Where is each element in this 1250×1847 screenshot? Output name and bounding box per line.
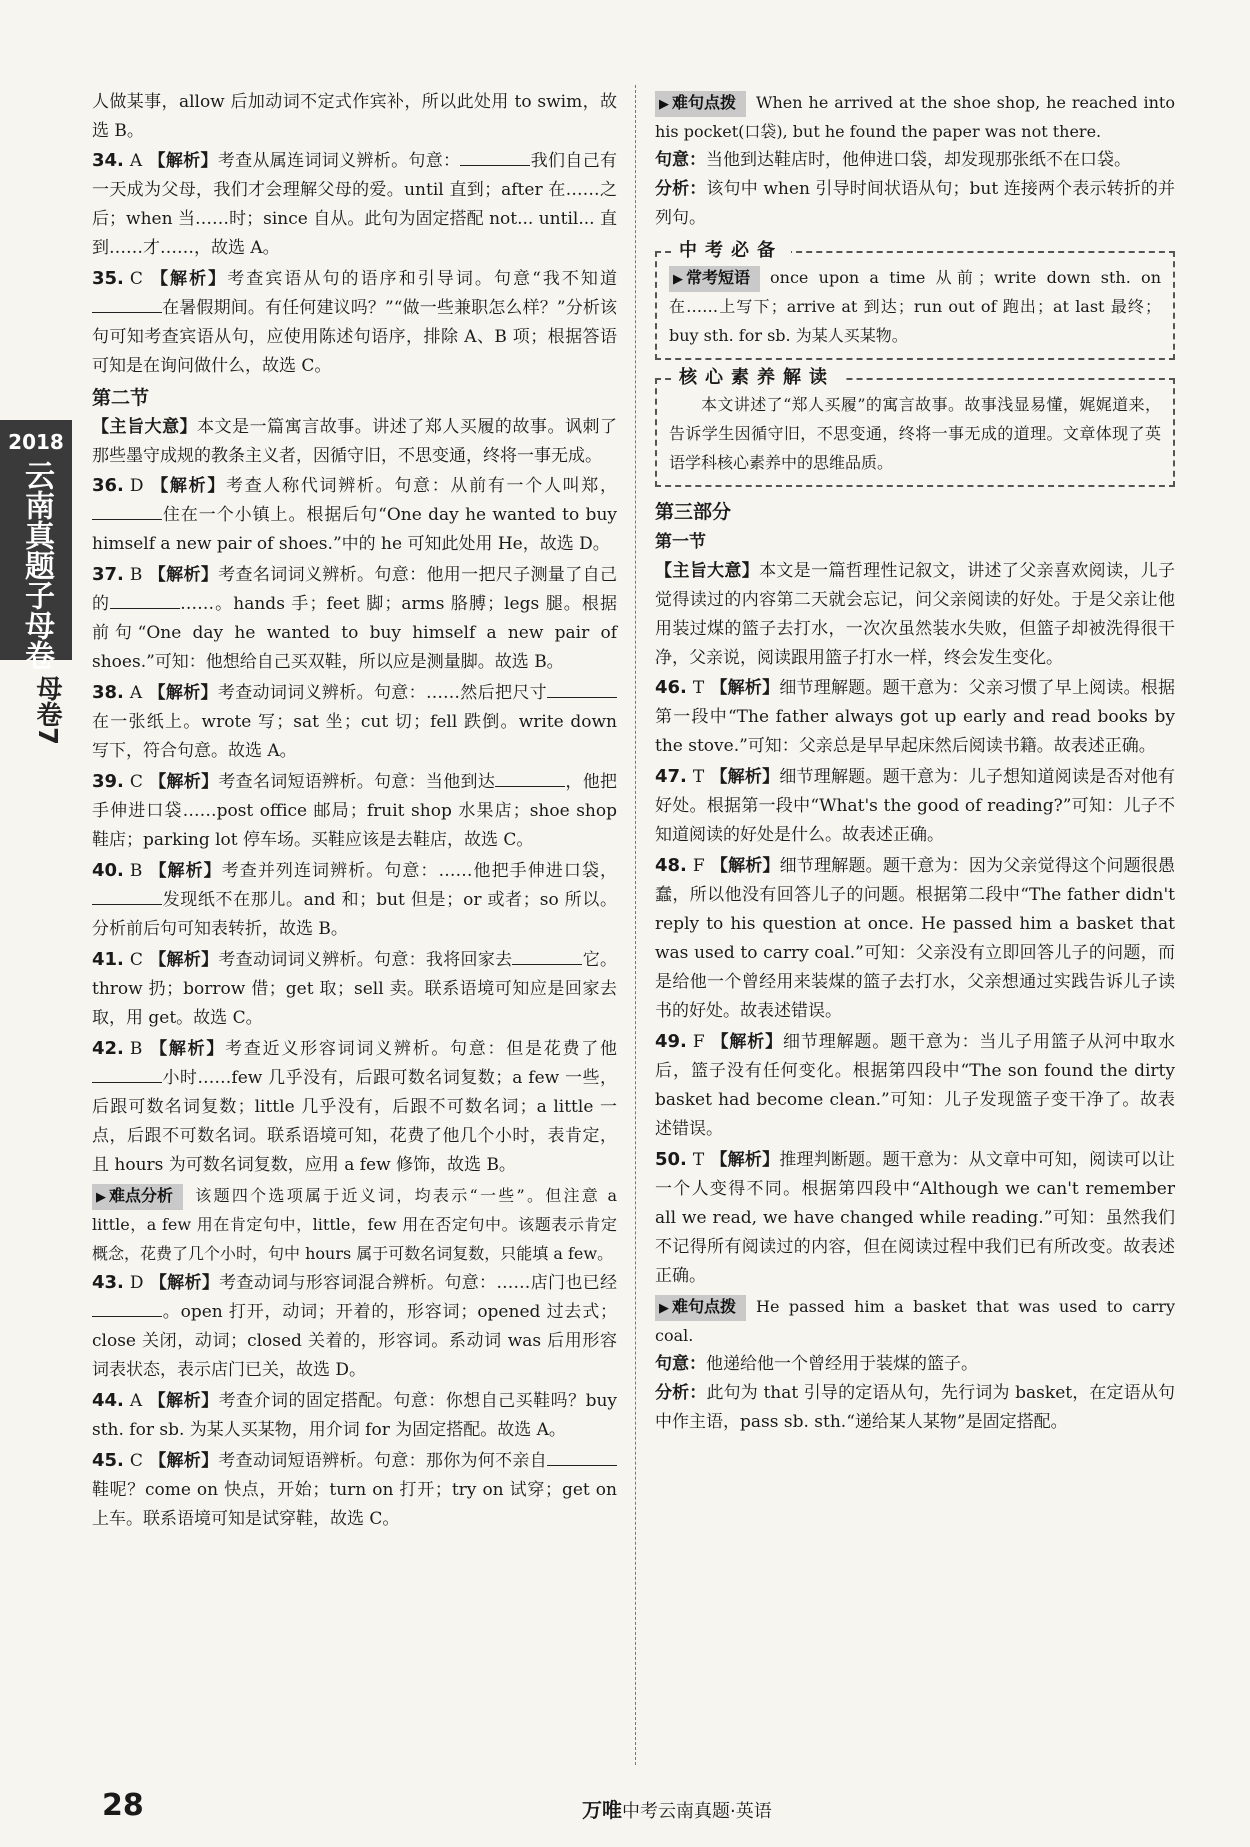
analysis-text: 考查人称代词辨析。句意：从前有一个人叫郑， <box>226 476 618 496</box>
page-number: 28 <box>102 1788 144 1823</box>
section-heading: 第二节 <box>92 387 150 409</box>
left-column <box>92 88 617 1535</box>
question-number: 44. <box>92 1390 124 1411</box>
question-number: 45. <box>92 1450 124 1471</box>
answer-choice: A <box>129 683 143 703</box>
answer-choice: C <box>129 950 143 970</box>
section-heading-right: 第一节 <box>655 532 706 552</box>
analysis-text: 细节理解题。题干意为：因为父亲觉得这个问题很愚蠢，所以他没有回答儿子的问题。根据第二段中“The father didn't reply to his question at once. He passed him a basket that was used to carry coal.”可知：父亲没有立即回答儿子的问题，而是给他一个曾经用来装煤的篮子去打水，父亲想通过实践告诉儿子读书的好处。故表述错误。 <box>655 856 1175 1021</box>
analysis-tag: 【解析】 <box>148 683 218 703</box>
analysis-text-cont: 它。throw 扔；borrow 借；get 取；sell 卖。联系语境可知应是回家去取，用 get。故选 C。 <box>92 950 618 1028</box>
must-know-title: 中考必备 <box>671 236 791 262</box>
trans-text-1: 当他到达鞋店时，他伸进口袋，却发现那张纸不在口袋。 <box>706 150 1131 170</box>
answer-blank <box>92 294 162 313</box>
analysis-tag-1: 分析： <box>655 179 707 199</box>
answer-choice: B <box>129 1039 143 1059</box>
answer-list-right <box>655 673 1175 1291</box>
sentence-analysis-1 <box>655 175 1175 233</box>
must-know-content <box>669 263 1161 350</box>
question-number: 38. <box>92 682 124 703</box>
answer-blank <box>460 147 530 166</box>
answer-choice: T <box>692 767 705 787</box>
answer-choice: A <box>129 1391 143 1411</box>
main-idea <box>92 413 617 471</box>
analysis-tag: 【解析】 <box>148 151 218 171</box>
core-literacy-title: 核心素养解读 <box>671 363 843 389</box>
answer-item <box>92 1034 617 1180</box>
main-idea-tag-right: 【主旨大意】 <box>655 561 760 581</box>
side-title: 云南真题子母卷 <box>19 460 54 670</box>
analysis-text-1: 该句中 when 引导时间状语从句；but 连接两个表示转折的并列句。 <box>655 179 1175 228</box>
answer-blank <box>92 1064 162 1083</box>
core-literacy-box <box>655 367 1175 487</box>
analysis-text: 考查动词词义辨析。句意：我将回家去 <box>218 950 513 970</box>
analysis-text-cont: 发现纸不在那儿。and 和；but 但是；or 或者；so 所以。分析前后句可知表转折，故选 B。 <box>92 890 617 939</box>
answer-item <box>92 678 617 766</box>
question-number: 42. <box>92 1038 124 1059</box>
phrases-label: ▶ 常考短语 <box>669 266 760 292</box>
sentence-analysis-2 <box>655 1379 1175 1437</box>
answer-choice: C <box>129 1451 143 1471</box>
analysis-tag: 【解析】 <box>148 1039 226 1059</box>
question-number: 40. <box>92 860 124 881</box>
answer-choice: B <box>129 565 143 585</box>
answer-blank <box>512 946 582 965</box>
answer-blank <box>547 679 617 698</box>
answer-choice: D <box>129 476 144 496</box>
main-idea-text-right: 本文是一篇哲理性记叙文，讲述了父亲喜欢阅读，儿子觉得读过的内容第二天就会忘记，问父亲阅读的好处。于是父亲让他用装过煤的篮子去打水，一次次虽然装水失败，但篮子却被洗得很干净，父亲说，阅读跟用篮子打水一样，终会发生变化。 <box>655 561 1176 668</box>
answer-item <box>655 673 1175 761</box>
analysis-text: 细节理解题。题干意为：儿子想知道阅读是否对他有好处。根据第一段中“What's the good of reading?”可知：儿子不知道阅读的好处是什么。故表述正确。 <box>655 767 1176 845</box>
sentence-trans-1 <box>655 146 1175 175</box>
difficulty-text: 该题四个选项属于近义词，均表示“一些”。但注意 a little，a few 用在肯定句中，little，few 用在否定句中。该题表示肯定概念，花费了几个小时，句中 hours 属于可数名词复数，只能填 a few。 <box>92 1186 617 1263</box>
answer-choice: B <box>129 861 143 881</box>
answer-choice: C <box>129 269 143 289</box>
answer-item <box>92 856 617 944</box>
trans-tag-2: 句意： <box>655 1354 706 1374</box>
analysis-text: 考查动词短语辨析。句意：那你为何不亲自 <box>218 1451 548 1471</box>
answer-item <box>655 762 1175 850</box>
must-know-box <box>655 240 1175 360</box>
analysis-text-cont: 在一张纸上。wrote 写；sat 坐；cut 切；fell 跌倒。write down 写下，符合句意。故选 A。 <box>92 712 617 761</box>
analysis-text: 考查宾语从句的语序和引导词。句意“我不知道 <box>227 269 617 289</box>
core-literacy-text: 本文讲述了“郑人买履”的寓言故事。故事浅显易懂，娓娓道来，告诉学生因循守旧，不思变通，终将一事无成的道理。文章体现了英语学科核心素养中的思维品质。 <box>669 395 1161 472</box>
analysis-text-cont: 住在一个小镇上。根据后句“One day he wanted to buy himself a new pair of shoes.”中的 he 可知此处用 He，故选 D。 <box>92 505 617 554</box>
column-divider <box>635 85 636 1765</box>
analysis-text: 考查名词词义辨析。句意：他用一把尺子测量了自己的 <box>92 565 618 614</box>
answer-choice: T <box>692 678 705 698</box>
page-footer <box>92 1788 1172 1828</box>
analysis-tag: 【解析】 <box>148 1451 219 1471</box>
analysis-tag: 【解析】 <box>148 269 228 289</box>
analysis-tag: 【解析】 <box>148 772 219 792</box>
answer-item <box>92 264 617 381</box>
question-number: 37. <box>92 564 124 585</box>
brand-logo: 万唯 <box>582 1798 622 1822</box>
answer-item <box>92 1446 617 1534</box>
answer-blank <box>92 501 162 520</box>
analysis-tag: 【解析】 <box>148 950 219 970</box>
question-number: 34. <box>92 150 124 171</box>
analysis-tag: 【解析】 <box>710 1150 780 1170</box>
analysis-text: 考查从属连词词义辨析。句意： <box>217 151 461 171</box>
side-subtitle: 母卷7 <box>32 675 62 746</box>
answer-item <box>92 146 617 263</box>
answer-list-a <box>92 146 617 381</box>
answer-choice: F <box>692 1032 705 1052</box>
answer-item <box>92 767 617 855</box>
answer-blank <box>110 590 180 609</box>
analysis-tag: 【解析】 <box>148 1391 219 1411</box>
sentence-label-1: ▶ 难句点拨 <box>655 91 746 117</box>
side-tab <box>0 420 72 670</box>
analysis-tag: 【解析】 <box>148 861 222 881</box>
sentence-note-1 <box>655 88 1175 146</box>
sentence-note-2 <box>655 1292 1175 1350</box>
question-number: 35. <box>92 268 124 289</box>
answer-choice: C <box>129 772 143 792</box>
sentence-en-1: When he arrived at the shoe shop, he reached into his pocket(口袋), but he found the paper was not there. <box>655 93 1175 141</box>
main-idea-text: 本文是一篇寓言故事。讲述了郑人买履的故事。讽刺了那些墨守成规的教条主义者，因循守旧，不思变通，终将一事无成。 <box>92 417 618 466</box>
main-idea-tag: 【主旨大意】 <box>92 417 198 437</box>
analysis-text-cont: 。open 打开，动词；开着的，形容词；opened 过去式；close 关闭，动词；closed 关着的，形容词。系动词 was 后用形容词表状态，表示店门已关，故选 D。 <box>92 1302 617 1380</box>
answer-choice: A <box>129 151 143 171</box>
analysis-tag: 【解析】 <box>710 856 780 876</box>
main-idea-right <box>655 557 1175 673</box>
question-number: 43. <box>92 1272 124 1293</box>
analysis-tag: 【解析】 <box>148 565 219 585</box>
answer-item <box>655 851 1175 1026</box>
right-column <box>655 88 1175 1437</box>
analysis-text: 考查动词词义辨析。句意：……然后把尺寸 <box>217 683 548 703</box>
analysis-text: 考查动词与形容词混合辨析。句意：……店门也已经 <box>219 1273 618 1293</box>
answer-item <box>92 560 617 677</box>
analysis-text-cont: 鞋呢？come on 快点，开始；turn on 打开；try on 试穿；get on 上车。联系语境可知是试穿鞋，故选 C。 <box>92 1480 617 1529</box>
answer-blank <box>92 1298 162 1317</box>
question-number: 46. <box>655 677 687 698</box>
question-number: 50. <box>655 1149 687 1170</box>
analysis-text-cont: 在暑假期间。有任何建议吗？”“做一些兼职怎么样？”分析该句可知考查宾语从句，应使用陈述句语序，排除 A、B 项；根据答语可知是在询问做什么，故选 C。 <box>92 298 617 376</box>
question-number: 49. <box>655 1031 687 1052</box>
footer-brand <box>582 1794 772 1823</box>
question-number: 39. <box>92 771 124 792</box>
series-title: 中考云南真题·英语 <box>622 1801 772 1822</box>
answer-list-b <box>92 471 617 1180</box>
difficulty-note <box>92 1181 617 1268</box>
question-number: 47. <box>655 766 687 787</box>
question-number: 36. <box>92 475 124 496</box>
answer-blank <box>92 886 162 905</box>
answer-item <box>655 1027 1175 1144</box>
answer-choice: D <box>129 1273 144 1293</box>
analysis-text: 考查并列连词辨析。句意：……他把手伸进口袋， <box>221 861 618 881</box>
trans-tag-1: 句意： <box>655 150 706 170</box>
answer-blank <box>547 1447 617 1466</box>
analysis-tag: 【解析】 <box>710 678 780 698</box>
analysis-tag: 【解析】 <box>149 1273 220 1293</box>
analysis-text: 考查介词的固定搭配。句意：你想自己买鞋吗？buy sth. for sb. 为某人买某物，用介词 for 为固定搭配。故选 A。 <box>92 1391 618 1440</box>
analysis-text-cont: ，他把手伸进口袋……post office 邮局；fruit shop 水果店；shoe shop 鞋店；parking lot 停车场。买鞋应该是去鞋店，故选 C。 <box>92 772 618 850</box>
analysis-text: 考查近义形容词词义辨析。句意：但是花费了他 <box>225 1039 618 1059</box>
question-number: 41. <box>92 949 124 970</box>
answer-item <box>655 1145 1175 1291</box>
answer-item <box>92 945 617 1033</box>
part-heading: 第三部分 <box>655 501 732 523</box>
sentence-en-2: He passed him a basket that was used to carry coal. <box>655 1297 1175 1345</box>
intro-text: 人做某事，allow 后加动词不定式作宾补，所以此处用 to swim，故选 B。 <box>92 92 617 141</box>
phrases-text: once upon a time 从前；write down sth. on 在……上写下；arrive at 到达；run out of 跑出；at last 最终；buy sth. for sb. 为某人买某物。 <box>669 268 1161 345</box>
answer-choice: T <box>692 1150 705 1170</box>
analysis-text-2: 此句为 that 引导的定语从句，先行词为 basket，在定语从句中作主语，pass sb. sth.“递给某人某物”是固定搭配。 <box>655 1383 1176 1432</box>
sentence-label-2: ▶ 难句点拨 <box>655 1295 746 1321</box>
analysis-tag: 【解析】 <box>710 767 780 787</box>
trans-text-2: 他递给他一个曾经用于装煤的篮子。 <box>706 1354 978 1374</box>
difficulty-label: ▶ 难点分析 <box>92 1184 183 1210</box>
analysis-text: 考查名词短语辨析。句意：当他到达 <box>218 772 496 792</box>
sentence-trans-2 <box>655 1350 1175 1379</box>
analysis-text-cont: 小时……few 几乎没有，后跟可数名词复数；a few 一些，后跟可数名词复数；little 几乎没有，后跟不可数名词；a little 一点，后跟不可数名词。联系语境可知，花费了他几个小时，表肯定，且 hours 为可数名词复数，应用 a few 修饰，故选 B。 <box>92 1068 617 1175</box>
analysis-text-cont: ……。hands 手；feet 脚；arms 胳膊；legs 腿。根据前句“One day he wanted to buy himself a new pair of shoes.”可知：他想给自己买双鞋，所以应是测量脚。故选 B。 <box>92 594 617 672</box>
answer-item <box>92 1268 617 1385</box>
answer-item <box>92 1386 617 1445</box>
analysis-text-cont: 我们自己有一天成为父母，我们才会理解父母的爱。until 直到；after 在……之后；when 当……时；since 自从。此句为固定搭配 not... until... 直到……才……，故选 A。 <box>92 151 618 258</box>
answer-list-c <box>92 1268 617 1534</box>
answer-item <box>92 471 617 559</box>
side-year: 2018 <box>8 430 64 454</box>
answer-blank <box>495 768 565 787</box>
analysis-text: 细节理解题。题干意为：父亲习惯了早上阅读。根据第一段中“The father always got up early and read books by the stove.”可知：父亲总是早早起床然后阅读书籍。故表述正确。 <box>655 678 1176 756</box>
analysis-tag: 【解析】 <box>149 476 227 496</box>
analysis-tag-2: 分析： <box>655 1383 707 1403</box>
analysis-text: 细节理解题。题干意为：当儿子用篮子从河中取水后，篮子没有任何变化。根据第四段中“The son found the dirty basket had become clean.”可知：儿子发现篮子变干净了。故表述错误。 <box>655 1032 1176 1139</box>
analysis-tag: 【解析】 <box>710 1032 783 1052</box>
analysis-text: 推理判断题。题干意为：从文章中可知，阅读可以让一个人变得不同。根据第四段中“Although we can't remember all we read, we have changed while reading.”可知：虽然我们不记得所有阅读过的内容，但在阅读过程中我们已有所改变。故表述正确。 <box>655 1150 1176 1286</box>
answer-choice: F <box>692 856 705 876</box>
question-number: 48. <box>655 855 687 876</box>
